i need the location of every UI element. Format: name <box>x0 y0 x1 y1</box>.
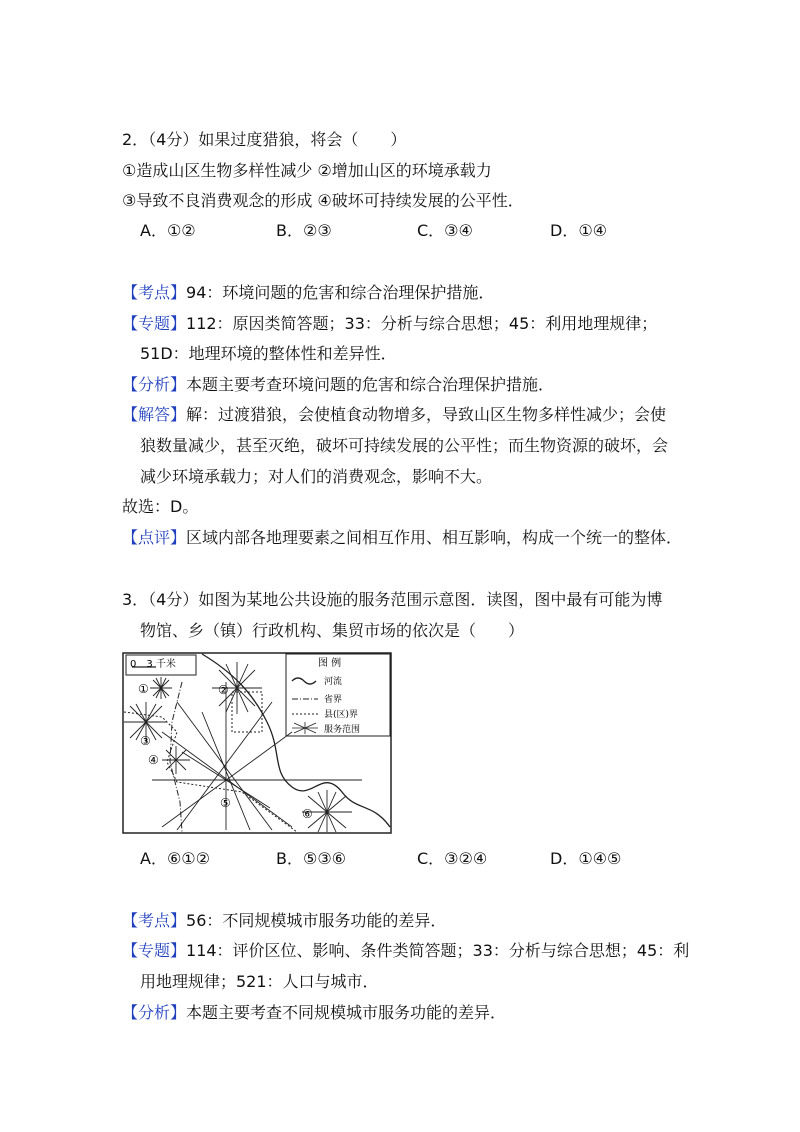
q3-option-d: D．①④⑤ <box>550 849 622 868</box>
scale-text: 0 3 千米 <box>130 659 176 670</box>
q2-jieda-cont-2: 减少环境承载力；对人们的消费观念，影响不大。 <box>140 467 493 486</box>
zhuanti-text: 114：评价区位、影响、条件类简答题；33：分析与综合思想；45：利 <box>186 941 690 960</box>
service-star-4 <box>162 746 190 774</box>
q2-option-a: A．①② <box>140 221 196 240</box>
legend-province: 省界 <box>324 695 343 705</box>
kaodian-tag: 【考点】 <box>122 911 187 930</box>
q3-zhuanti <box>122 939 689 963</box>
map-label-5: ⑤ <box>220 796 231 810</box>
kaodian-tag: 【考点】 <box>122 283 187 302</box>
legend-county: 县(区)界 <box>324 710 359 720</box>
q3-stem-cont: 物馆、乡（镇）行政机构、集贸市场的依次是（ ） <box>140 621 525 640</box>
q2-option-d: D．①④ <box>550 221 608 240</box>
q3-zhuanti-cont: 用地理规律；521：人口与城市． <box>140 972 379 991</box>
map-label-2: ② <box>218 683 229 697</box>
map-label-4: ④ <box>148 753 159 767</box>
dianping-text: 区域内部各地理要素之间相互作用、相互影响，构成一个统一的整体． <box>186 528 683 547</box>
zhuanti-tag: 【专题】 <box>122 941 187 960</box>
map-label-3: ③ <box>140 734 151 748</box>
map-figure <box>122 652 392 834</box>
q3-kaodian <box>122 909 446 933</box>
zhuanti-text: 112：原因类简答题；33：分析与综合思想；45：利用地理规律； <box>186 314 658 333</box>
service-star-1 <box>150 677 172 699</box>
q2-jieda-cont-1: 狼数量减少，甚至灭绝，破坏可持续发展的公平性；而生物资源的破坏，会 <box>140 436 669 455</box>
fenxi-tag: 【分析】 <box>122 375 187 394</box>
q2-answer: 故选：D。 <box>122 497 199 516</box>
fenxi-text: 本题主要考查环境问题的危害和综合治理保护措施． <box>186 375 555 394</box>
zhuanti-tag: 【专题】 <box>122 314 187 333</box>
q2-option-b: B．②③ <box>276 221 332 240</box>
q2-stem: 2．（4分）如果过度猎狼，将会（ ） <box>122 130 407 149</box>
q3-option-a: A．⑥①② <box>140 849 210 868</box>
kaodian-text: 94：环境问题的危害和综合治理保护措施． <box>186 283 495 302</box>
q3-option-c: C．③②④ <box>417 849 488 868</box>
q2-statement-1: ①造成山区生物多样性减少 ②增加山区的环境承载力 <box>122 161 492 180</box>
q3-fenxi <box>122 1001 506 1025</box>
map-label-6: ⑥ <box>302 807 313 821</box>
map-label-1: ① <box>138 682 149 696</box>
fenxi-text: 本题主要考查不同规模城市服务功能的差异． <box>186 1003 507 1022</box>
q2-jieda <box>122 403 666 427</box>
jieda-tag: 【解答】 <box>122 405 187 424</box>
kaodian-text: 56：不同规模城市服务功能的差异． <box>186 911 447 930</box>
legend-title: 图 例 <box>318 658 342 669</box>
q2-fenxi <box>122 373 554 397</box>
dianping-tag: 【点评】 <box>122 528 187 547</box>
legend-river: 河流 <box>324 677 343 687</box>
q2-zhuanti <box>122 312 657 336</box>
service-range-map <box>122 652 392 834</box>
jieda-text: 解：过渡猎狼，会使植食动物增多，导致山区生物多样性减少；会使 <box>186 405 667 424</box>
q2-statement-2: ③导致不良消费观念的形成 ④破坏可持续发展的公平性． <box>122 191 524 210</box>
q2-dianping <box>122 526 682 550</box>
q3-option-b: B．⑤③⑥ <box>276 849 347 868</box>
q2-zhuanti-cont: 51D：地理环境的整体性和差异性． <box>140 344 397 363</box>
q2-option-c: C．③④ <box>417 221 473 240</box>
fenxi-tag: 【分析】 <box>122 1003 187 1022</box>
q3-stem: 3．（4分）如图为某地公共设施的服务范围示意图．读图，图中最有可能为博 <box>122 590 663 609</box>
legend-service-symbol <box>292 722 318 734</box>
legend-service: 服务范围 <box>324 725 361 735</box>
q2-kaodian <box>122 281 494 305</box>
